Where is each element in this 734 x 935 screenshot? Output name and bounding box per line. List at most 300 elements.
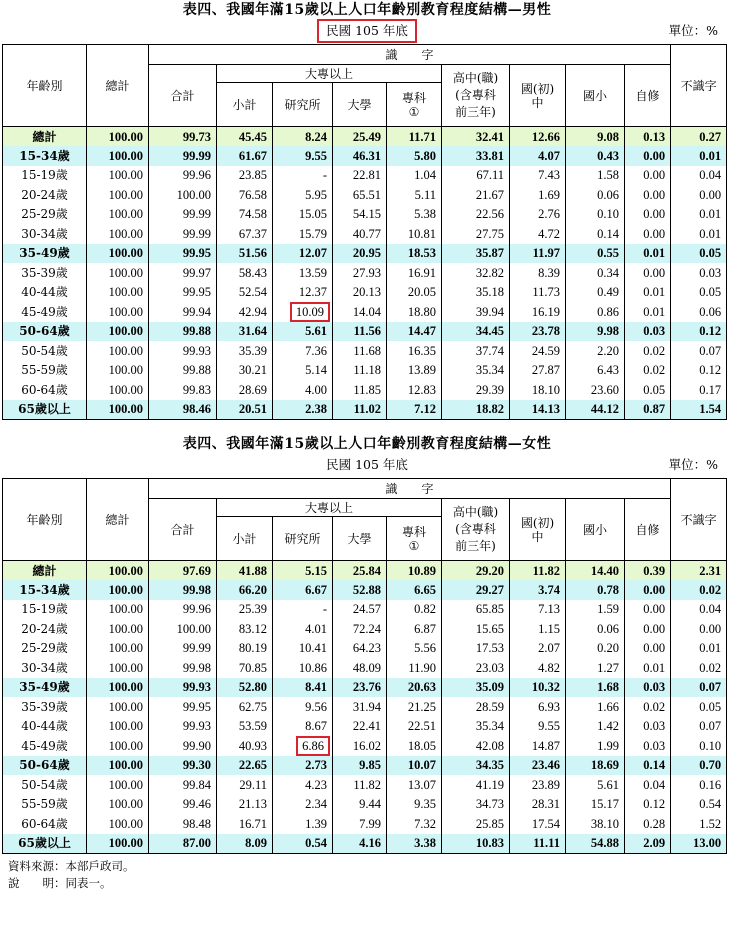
cell-senior-high: 10.83	[442, 834, 510, 854]
row-age-label: 40-44歲	[3, 717, 87, 737]
row-age-label: 15-34歲	[3, 580, 87, 600]
cell-self-study: 0.04	[625, 775, 671, 795]
cell-total: 100.00	[87, 302, 149, 322]
cell-graduate: -	[273, 600, 333, 620]
cell-subtotal-all: 99.99	[149, 639, 217, 659]
row-age-label: 35-49歲	[3, 244, 87, 264]
cell-college-subtotal: 23.85	[217, 166, 273, 186]
cell-illiterate: 0.05	[671, 244, 727, 264]
cell-junior-college: 5.56	[387, 639, 442, 659]
cell-self-study: 0.00	[625, 185, 671, 205]
cell-university: 20.95	[333, 244, 387, 264]
cell-senior-high: 32.41	[442, 127, 510, 147]
cell-subtotal-all: 99.99	[149, 146, 217, 166]
cell-subtotal-all: 99.30	[149, 756, 217, 776]
cell-junior-college: 16.35	[387, 341, 442, 361]
header-college-above: 大專以上	[217, 65, 442, 83]
cell-college-subtotal: 76.58	[217, 185, 273, 205]
cell-junior-college: 18.05	[387, 736, 442, 756]
cell-total: 100.00	[87, 756, 149, 776]
cell-university: 40.77	[333, 224, 387, 244]
cell-primary: 18.69	[566, 756, 625, 776]
cell-university: 31.94	[333, 697, 387, 717]
cell-graduate: 15.79	[273, 224, 333, 244]
cell-primary: 1.66	[566, 697, 625, 717]
cell-senior-high: 35.09	[442, 678, 510, 698]
header-age: 年齡別	[3, 45, 87, 127]
cell-junior-college: 9.35	[387, 795, 442, 815]
cell-senior-high: 18.82	[442, 400, 510, 420]
cell-illiterate: 0.10	[671, 736, 727, 756]
table-row	[3, 263, 727, 283]
header-senior-high: 高中(職) (含專科 前三年)	[442, 499, 510, 561]
cell-total: 100.00	[87, 400, 149, 420]
cell-graduate: -	[273, 166, 333, 186]
cell-total: 100.00	[87, 775, 149, 795]
cell-self-study: 0.01	[625, 658, 671, 678]
cell-college-subtotal: 52.54	[217, 283, 273, 303]
cell-self-study: 0.02	[625, 697, 671, 717]
cell-graduate: 8.41	[273, 678, 333, 698]
cell-graduate: 9.56	[273, 697, 333, 717]
header-literate: 識 字	[149, 479, 671, 499]
cell-total: 100.00	[87, 263, 149, 283]
cell-university: 24.57	[333, 600, 387, 620]
cell-illiterate: 0.04	[671, 600, 727, 620]
cell-illiterate: 0.02	[671, 658, 727, 678]
cell-college-subtotal: 22.65	[217, 756, 273, 776]
cell-graduate: 15.05	[273, 205, 333, 225]
header-junior-high: 國(初) 中	[510, 499, 566, 561]
cell-senior-high: 32.82	[442, 263, 510, 283]
cell-college-subtotal: 41.88	[217, 561, 273, 581]
cell-total: 100.00	[87, 205, 149, 225]
row-age-label: 15-34歲	[3, 146, 87, 166]
cell-primary: 0.43	[566, 146, 625, 166]
row-age-label: 65歲以上	[3, 400, 87, 420]
cell-total: 100.00	[87, 814, 149, 834]
header-subtotal-all: 合計	[149, 499, 217, 561]
cell-senior-high: 29.20	[442, 561, 510, 581]
row-age-label: 50-54歲	[3, 341, 87, 361]
male-year-highlight: 民國 105 年底	[320, 22, 414, 40]
cell-subtotal-all: 99.94	[149, 302, 217, 322]
cell-self-study: 0.00	[625, 619, 671, 639]
header-illiterate: 不識字	[671, 479, 727, 561]
cell-college-subtotal: 53.59	[217, 717, 273, 737]
cell-self-study: 0.05	[625, 380, 671, 400]
cell-junior-high: 4.82	[510, 658, 566, 678]
cell-illiterate: 0.12	[671, 361, 727, 381]
cell-junior-college: 21.25	[387, 697, 442, 717]
cell-senior-high: 35.34	[442, 717, 510, 737]
male-table-title: 表四、我國年滿15歲以上人口年齡別教育程度結構—男性	[182, 2, 552, 18]
cell-college-subtotal: 61.67	[217, 146, 273, 166]
cell-junior-high: 2.76	[510, 205, 566, 225]
table-row	[3, 322, 727, 342]
cell-subtotal-all: 100.00	[149, 619, 217, 639]
cell-total: 100.00	[87, 697, 149, 717]
cell-college-subtotal: 28.69	[217, 380, 273, 400]
cell-self-study: 0.01	[625, 283, 671, 303]
cell-subtotal-all: 99.96	[149, 600, 217, 620]
cell-graduate: 5.14	[273, 361, 333, 381]
cell-university: 64.23	[333, 639, 387, 659]
header-graduate: 研究所	[273, 83, 333, 127]
cell-junior-high: 2.07	[510, 639, 566, 659]
header-illiterate: 不識字	[671, 45, 727, 127]
cell-junior-college: 11.71	[387, 127, 442, 147]
cell-subtotal-all: 99.83	[149, 380, 217, 400]
table-row	[3, 361, 727, 381]
cell-primary: 0.78	[566, 580, 625, 600]
cell-illiterate: 0.02	[671, 580, 727, 600]
cell-university: 20.13	[333, 283, 387, 303]
cell-junior-high: 23.46	[510, 756, 566, 776]
header-graduate: 研究所	[273, 517, 333, 561]
cell-primary: 0.14	[566, 224, 625, 244]
cell-subtotal-all: 99.84	[149, 775, 217, 795]
table-row	[3, 400, 727, 420]
cell-junior-college: 5.80	[387, 146, 442, 166]
cell-junior-college: 11.90	[387, 658, 442, 678]
cell-total: 100.00	[87, 322, 149, 342]
cell-university: 23.76	[333, 678, 387, 698]
table-row	[3, 678, 727, 698]
table-row	[3, 814, 727, 834]
cell-university: 46.31	[333, 146, 387, 166]
cell-college-subtotal: 62.75	[217, 697, 273, 717]
cell-illiterate: 0.05	[671, 697, 727, 717]
cell-subtotal-all: 99.95	[149, 283, 217, 303]
cell-illiterate: 0.00	[671, 619, 727, 639]
cell-primary: 9.98	[566, 322, 625, 342]
row-age-label: 45-49歲	[3, 736, 87, 756]
cell-graduate: 12.37	[273, 283, 333, 303]
cell-university: 11.56	[333, 322, 387, 342]
cell-senior-high: 67.11	[442, 166, 510, 186]
cell-college-subtotal: 66.20	[217, 580, 273, 600]
cell-university: 16.02	[333, 736, 387, 756]
cell-college-subtotal: 21.13	[217, 795, 273, 815]
cell-college-subtotal: 52.80	[217, 678, 273, 698]
female-unit-label: 單位：%	[668, 457, 718, 472]
cell-total: 100.00	[87, 244, 149, 264]
cell-junior-high: 24.59	[510, 341, 566, 361]
cell-self-study: 0.14	[625, 756, 671, 776]
row-age-label: 35-39歲	[3, 263, 87, 283]
cell-illiterate: 0.03	[671, 263, 727, 283]
cell-self-study: 0.00	[625, 224, 671, 244]
cell-illiterate: 0.01	[671, 224, 727, 244]
cell-university: 11.85	[333, 380, 387, 400]
cell-graduate: 8.24	[273, 127, 333, 147]
cell-illiterate: 0.54	[671, 795, 727, 815]
row-age-label: 55-59歲	[3, 795, 87, 815]
cell-graduate: 4.01	[273, 619, 333, 639]
cell-graduate: 4.23	[273, 775, 333, 795]
cell-junior-high: 3.74	[510, 580, 566, 600]
row-age-label: 60-64歲	[3, 814, 87, 834]
table-row	[3, 775, 727, 795]
cell-junior-high: 11.73	[510, 283, 566, 303]
table-row	[3, 380, 727, 400]
cell-illiterate: 0.04	[671, 166, 727, 186]
cell-junior-college: 7.12	[387, 400, 442, 420]
cell-primary: 9.08	[566, 127, 625, 147]
female-table-title: 表四、我國年滿15歲以上人口年齡別教育程度結構—女性	[182, 436, 552, 452]
cell-junior-high: 1.69	[510, 185, 566, 205]
cell-college-subtotal: 29.11	[217, 775, 273, 795]
cell-self-study: 0.03	[625, 717, 671, 737]
row-age-label: 20-24歲	[3, 619, 87, 639]
cell-senior-high: 28.59	[442, 697, 510, 717]
cell-graduate: 6.67	[273, 580, 333, 600]
cell-subtotal-all: 99.93	[149, 341, 217, 361]
cell-subtotal-all: 100.00	[149, 185, 217, 205]
cell-junior-college: 20.05	[387, 283, 442, 303]
cell-college-subtotal: 42.94	[217, 302, 273, 322]
cell-college-subtotal: 8.09	[217, 834, 273, 854]
cell-college-subtotal: 51.56	[217, 244, 273, 264]
cell-illiterate: 0.01	[671, 205, 727, 225]
cell-college-subtotal: 70.85	[217, 658, 273, 678]
cell-self-study: 0.00	[625, 146, 671, 166]
cell-illiterate: 0.07	[671, 341, 727, 361]
row-age-label: 15-19歲	[3, 166, 87, 186]
table-row	[3, 736, 727, 756]
cell-self-study: 0.00	[625, 166, 671, 186]
cell-illiterate: 0.06	[671, 302, 727, 322]
cell-total: 100.00	[87, 658, 149, 678]
cell-total: 100.00	[87, 834, 149, 854]
cell-primary: 1.99	[566, 736, 625, 756]
cell-junior-college: 12.83	[387, 380, 442, 400]
cell-primary: 6.43	[566, 361, 625, 381]
cell-self-study: 0.00	[625, 600, 671, 620]
table-row	[3, 283, 727, 303]
cell-self-study: 0.13	[625, 127, 671, 147]
cell-junior-high: 8.39	[510, 263, 566, 283]
cell-senior-high: 29.39	[442, 380, 510, 400]
cell-illiterate: 0.12	[671, 322, 727, 342]
cell-senior-high: 35.34	[442, 361, 510, 381]
cell-junior-high: 11.82	[510, 561, 566, 581]
cell-subtotal-all: 98.48	[149, 814, 217, 834]
source-note: 資料來源：本部戶政司。	[8, 859, 135, 873]
cell-junior-high: 27.87	[510, 361, 566, 381]
cell-junior-high: 4.07	[510, 146, 566, 166]
cell-subtotal-all: 99.93	[149, 717, 217, 737]
row-age-label: 25-29歲	[3, 205, 87, 225]
cell-illiterate: 2.31	[671, 561, 727, 581]
cell-self-study: 0.01	[625, 244, 671, 264]
cell-junior-high: 7.13	[510, 600, 566, 620]
cell-junior-high: 11.11	[510, 834, 566, 854]
row-age-label: 35-49歲	[3, 678, 87, 698]
cell-junior-high: 9.55	[510, 717, 566, 737]
header-self-study: 自修	[625, 499, 671, 561]
cell-primary: 38.10	[566, 814, 625, 834]
cell-junior-college: 1.04	[387, 166, 442, 186]
cell-primary: 1.58	[566, 166, 625, 186]
cell-junior-high: 28.31	[510, 795, 566, 815]
cell-junior-high: 23.78	[510, 322, 566, 342]
cell-total: 100.00	[87, 283, 149, 303]
cell-primary: 1.68	[566, 678, 625, 698]
cell-total: 100.00	[87, 341, 149, 361]
cell-subtotal-all: 99.95	[149, 697, 217, 717]
cell-senior-high: 33.81	[442, 146, 510, 166]
cell-university: 72.24	[333, 619, 387, 639]
cell-university: 48.09	[333, 658, 387, 678]
cell-subtotal-all: 99.95	[149, 244, 217, 264]
row-age-label: 55-59歲	[3, 361, 87, 381]
cell-senior-high: 23.03	[442, 658, 510, 678]
cell-college-subtotal: 16.71	[217, 814, 273, 834]
cell-junior-high: 16.19	[510, 302, 566, 322]
table-row	[3, 697, 727, 717]
cell-graduate	[273, 302, 333, 322]
cell-senior-high: 34.35	[442, 756, 510, 776]
cell-self-study: 0.02	[625, 341, 671, 361]
cell-primary: 44.12	[566, 400, 625, 420]
cell-subtotal-all: 98.46	[149, 400, 217, 420]
table-row	[3, 619, 727, 639]
cell-graduate: 5.61	[273, 322, 333, 342]
cell-illiterate: 0.07	[671, 717, 727, 737]
table-row	[3, 795, 727, 815]
cell-subtotal-all: 99.90	[149, 736, 217, 756]
cell-total: 100.00	[87, 619, 149, 639]
cell-university: 27.93	[333, 263, 387, 283]
cell-junior-high: 23.89	[510, 775, 566, 795]
cell-primary: 0.10	[566, 205, 625, 225]
cell-illiterate: 0.17	[671, 380, 727, 400]
cell-junior-college: 3.38	[387, 834, 442, 854]
table-row	[3, 146, 727, 166]
cell-self-study: 0.02	[625, 361, 671, 381]
cell-self-study: 0.00	[625, 263, 671, 283]
cell-primary: 0.49	[566, 283, 625, 303]
cell-university: 11.68	[333, 341, 387, 361]
cell-primary: 1.42	[566, 717, 625, 737]
cell-subtotal-all: 99.88	[149, 322, 217, 342]
cell-senior-high: 34.45	[442, 322, 510, 342]
cell-graduate: 5.15	[273, 561, 333, 581]
cell-junior-college: 14.47	[387, 322, 442, 342]
cell-primary: 15.17	[566, 795, 625, 815]
cell-junior-college: 10.89	[387, 561, 442, 581]
cell-self-study: 0.12	[625, 795, 671, 815]
header-total: 總計	[87, 45, 149, 127]
cell-primary: 54.88	[566, 834, 625, 854]
cell-senior-high: 25.85	[442, 814, 510, 834]
cell-total: 100.00	[87, 561, 149, 581]
cell-self-study: 0.87	[625, 400, 671, 420]
cell-college-subtotal: 25.39	[217, 600, 273, 620]
table-row	[3, 639, 727, 659]
header-college-subtotal: 小計	[217, 517, 273, 561]
cell-senior-high: 42.08	[442, 736, 510, 756]
cell-illiterate: 0.01	[671, 639, 727, 659]
cell-senior-high: 21.67	[442, 185, 510, 205]
cell-junior-college: 18.80	[387, 302, 442, 322]
cell-junior-college: 13.07	[387, 775, 442, 795]
cell-graduate: 9.55	[273, 146, 333, 166]
cell-senior-high: 34.73	[442, 795, 510, 815]
cell-college-subtotal: 80.19	[217, 639, 273, 659]
cell-primary: 14.40	[566, 561, 625, 581]
cell-college-subtotal: 45.45	[217, 127, 273, 147]
row-age-label: 50-64歲	[3, 322, 87, 342]
cell-primary: 0.06	[566, 619, 625, 639]
cell-illiterate: 1.54	[671, 400, 727, 420]
cell-graduate: 2.38	[273, 400, 333, 420]
cell-subtotal-all: 87.00	[149, 834, 217, 854]
cell-self-study: 0.01	[625, 302, 671, 322]
cell-college-subtotal: 74.58	[217, 205, 273, 225]
table-row	[3, 302, 727, 322]
row-age-label: 35-39歲	[3, 697, 87, 717]
cell-total: 100.00	[87, 717, 149, 737]
header-subtotal-all: 合計	[149, 65, 217, 127]
cell-self-study: 0.00	[625, 580, 671, 600]
cell-primary: 0.55	[566, 244, 625, 264]
cell-junior-high: 7.43	[510, 166, 566, 186]
header-university: 大學	[333, 517, 387, 561]
table-row	[3, 756, 727, 776]
header-college-above: 大專以上	[217, 499, 442, 517]
header-total: 總計	[87, 479, 149, 561]
table-row	[3, 166, 727, 186]
cell-university: 11.02	[333, 400, 387, 420]
cell-total: 100.00	[87, 127, 149, 147]
cell-senior-high: 39.94	[442, 302, 510, 322]
row-age-label: 40-44歲	[3, 283, 87, 303]
cell-graduate: 13.59	[273, 263, 333, 283]
cell-senior-high: 17.53	[442, 639, 510, 659]
cell-junior-college: 20.63	[387, 678, 442, 698]
cell-senior-high: 65.85	[442, 600, 510, 620]
male-unit-label: 單位：%	[668, 23, 718, 38]
cell-junior-college: 16.91	[387, 263, 442, 283]
row-age-label: 總計	[3, 127, 87, 147]
cell-senior-high: 35.87	[442, 244, 510, 264]
cell-self-study: 0.28	[625, 814, 671, 834]
cell-senior-high: 41.19	[442, 775, 510, 795]
header-self-study: 自修	[625, 65, 671, 127]
header-university: 大學	[333, 83, 387, 127]
cell-graduate: 0.54	[273, 834, 333, 854]
cell-graduate: 10.86	[273, 658, 333, 678]
cell-total: 100.00	[87, 361, 149, 381]
male-table-subtitle	[0, 22, 734, 40]
cell-college-subtotal: 31.64	[217, 322, 273, 342]
cell-total: 100.00	[87, 224, 149, 244]
cell-subtotal-all: 99.98	[149, 658, 217, 678]
cell-junior-high: 18.10	[510, 380, 566, 400]
cell-primary: 5.61	[566, 775, 625, 795]
cell-junior-high: 14.87	[510, 736, 566, 756]
cell-junior-college: 5.11	[387, 185, 442, 205]
cell-total: 100.00	[87, 166, 149, 186]
cell-junior-high: 17.54	[510, 814, 566, 834]
header-age: 年齡別	[3, 479, 87, 561]
cell-illiterate: 0.70	[671, 756, 727, 776]
header-junior-college: 專科 ①	[387, 83, 442, 127]
header-literate: 識 字	[149, 45, 671, 65]
